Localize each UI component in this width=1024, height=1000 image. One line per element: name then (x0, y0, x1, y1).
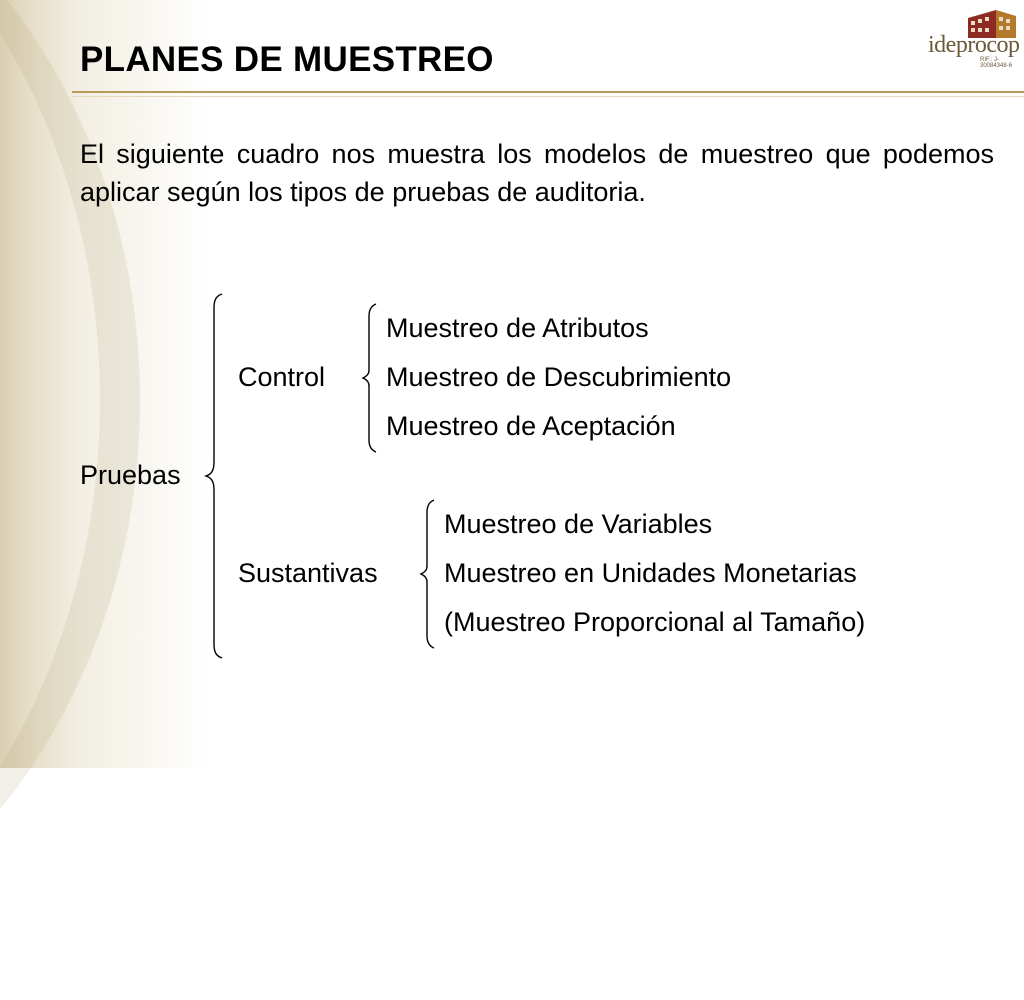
control-item-2: Muestreo de Descubrimiento (386, 362, 732, 392)
branch-label-sustantivas: Sustantivas (238, 558, 378, 588)
logo-wordmark: ideprocop (928, 32, 1020, 58)
sustantivas-item-2: Muestreo en Unidades Monetarias (444, 558, 857, 588)
diagram-root-label: Pruebas (80, 460, 181, 490)
logo-subtext: RIF.: J-30084348-6 (980, 57, 1013, 69)
intro-paragraph: El siguiente cuadro nos muestra los modelos de muestreo que podemos aplicar según los tipos de pruebas de auditoria. (80, 139, 994, 207)
branch-label-control: Control (238, 362, 326, 392)
brace-control (363, 304, 376, 452)
slide-title: PLANES DE MUESTREO (80, 40, 494, 79)
sustantivas-item-3: (Muestreo Proporcional al Tamaño) (444, 607, 866, 637)
control-item-1: Muestreo de Atributos (386, 313, 649, 343)
control-item-3: Muestreo de Aceptación (386, 411, 676, 441)
sustantivas-item-1: Muestreo de Variables (444, 509, 713, 539)
brace-sustantivas (421, 500, 434, 648)
brace-pruebas (206, 294, 222, 658)
